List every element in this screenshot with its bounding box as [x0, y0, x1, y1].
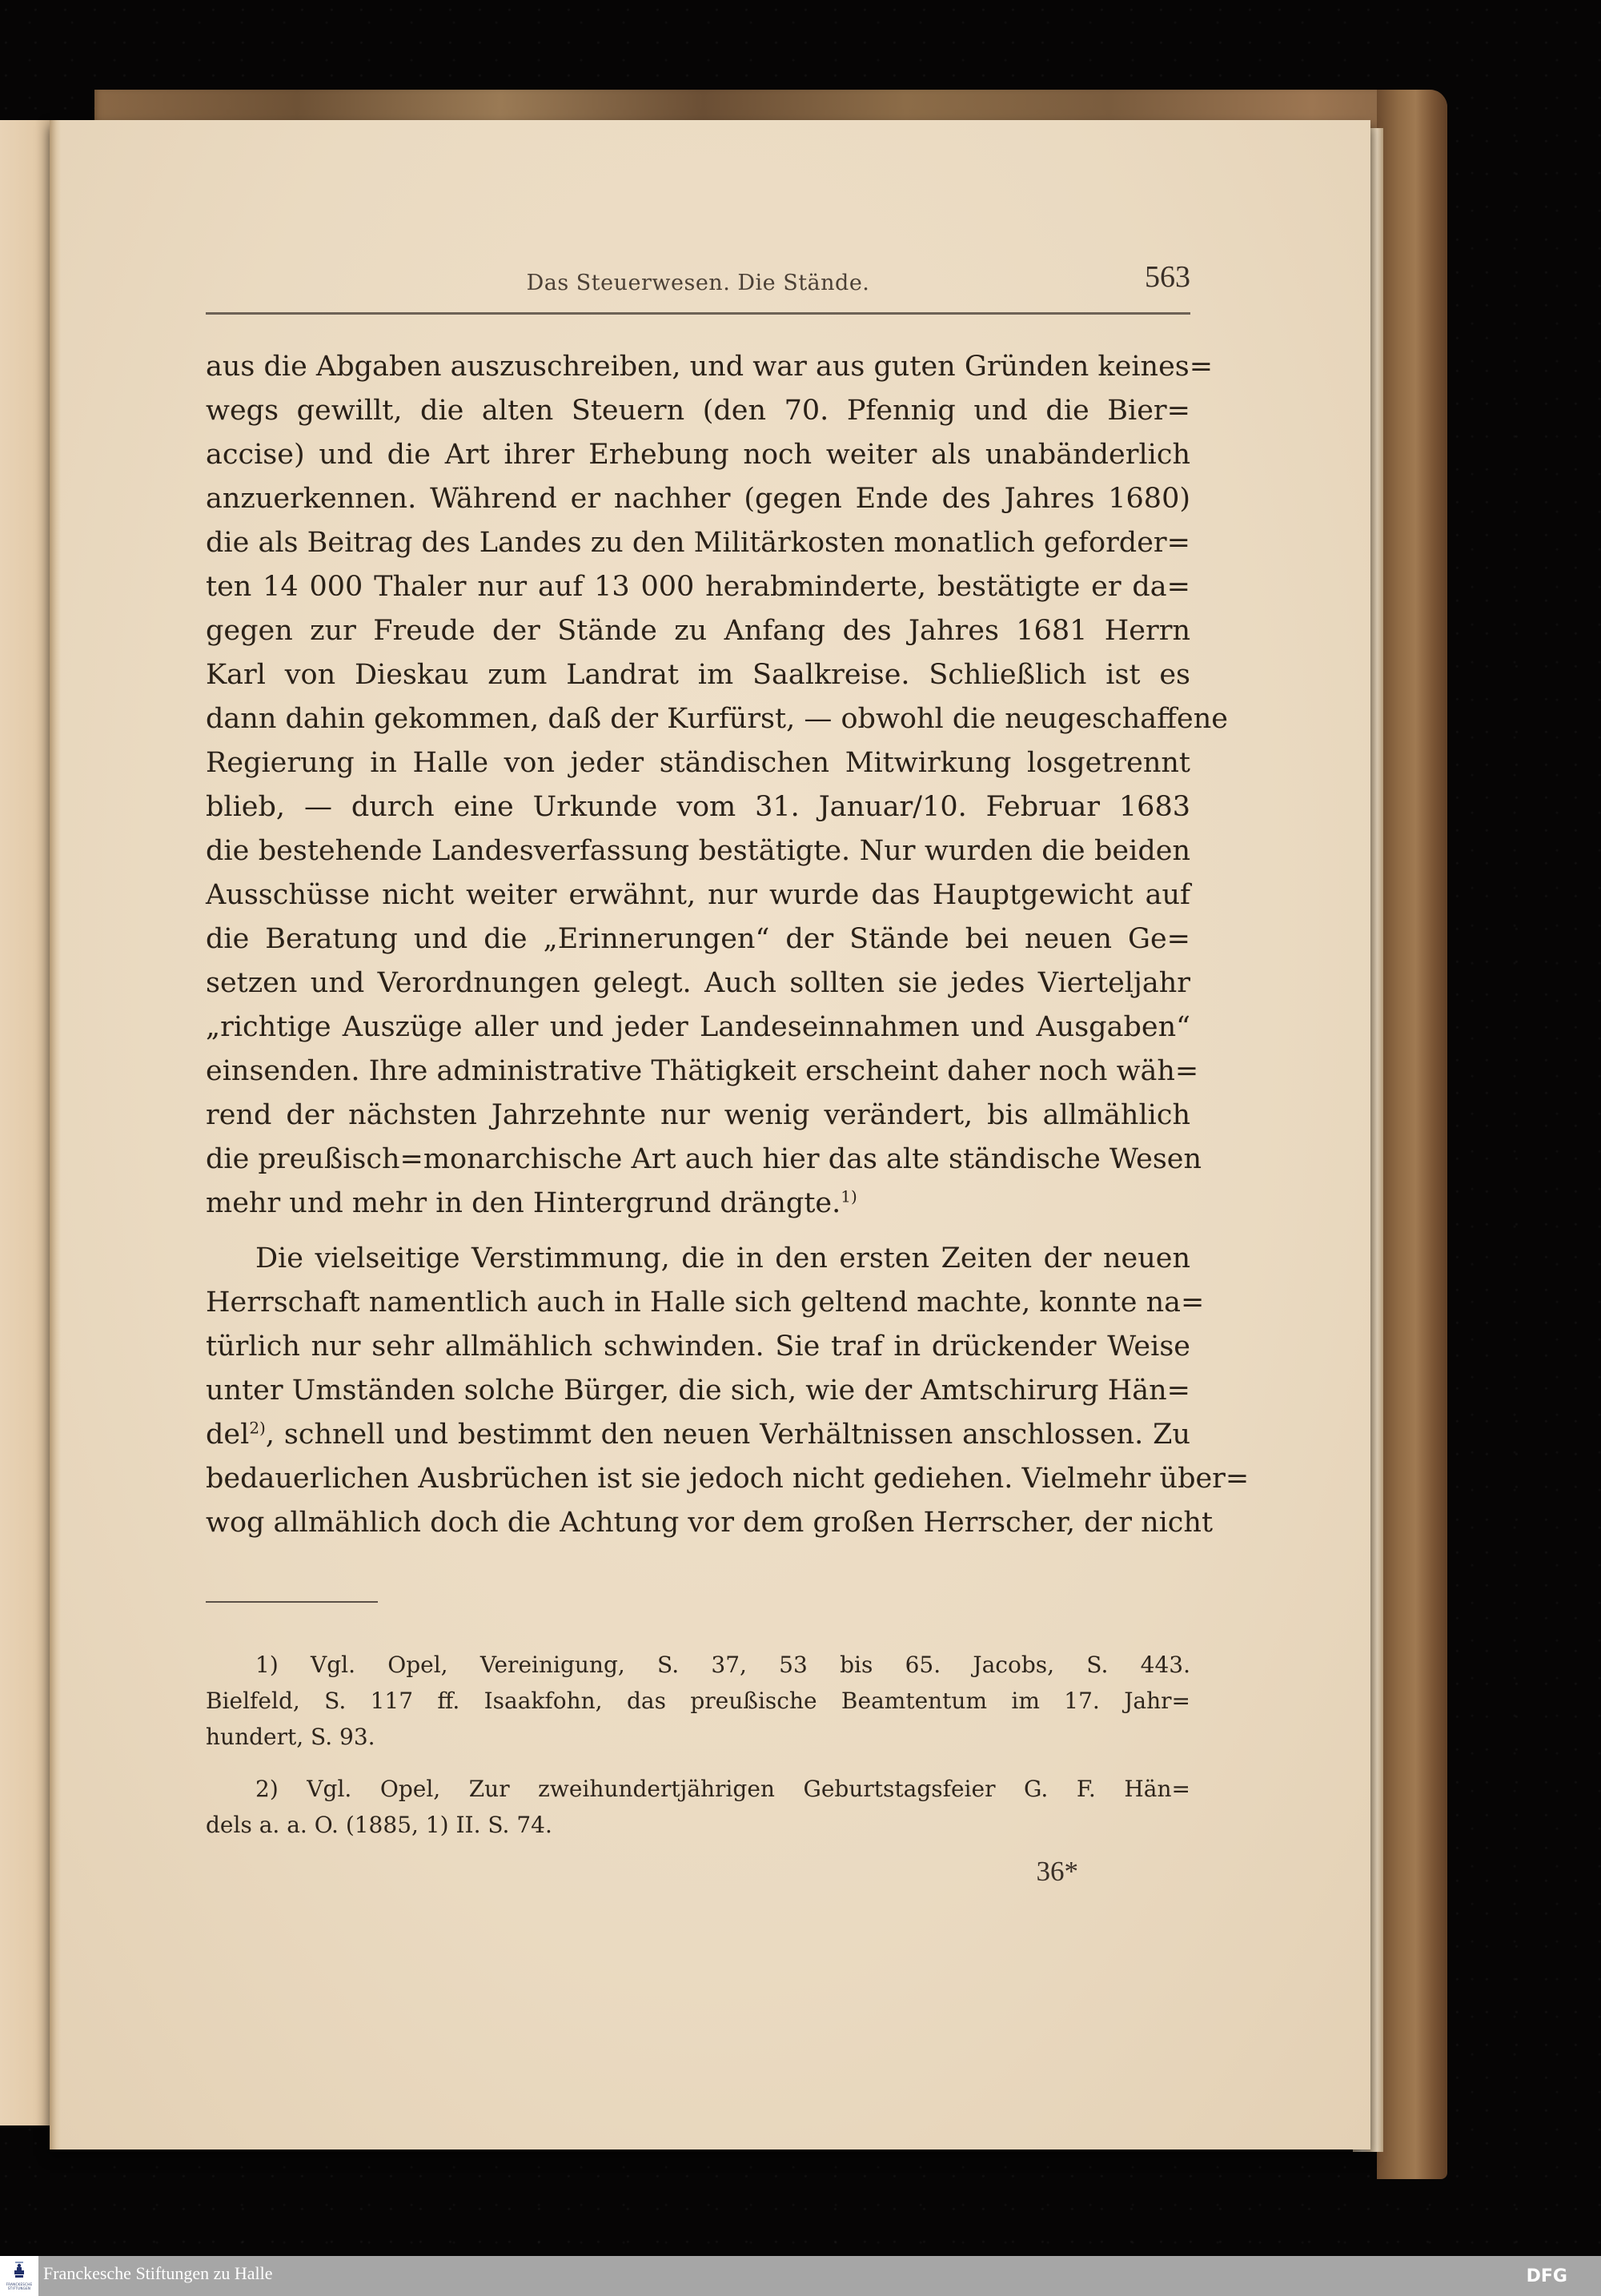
text-line: Ausschüsse nicht weiter erwähnt, nur wurde das Hauptgewicht auf	[206, 879, 1190, 911]
footnote-line: dels a. a. O. (1885, 1) II. S. 74.	[206, 1812, 552, 1838]
footnote-1	[206, 1647, 1190, 1755]
text-line: Karl von Dieskau zum Landrat im Saalkreise. Schließlich ist es	[206, 659, 1190, 691]
footnote-line: hundert, S. 93.	[206, 1724, 375, 1750]
text-line: anzuerkennen. Während er nachher (gegen Ende des Jahres 1680)	[206, 483, 1190, 515]
text-line: rend der nächsten Jahrzehnte nur wenig verändert, bis allmählich	[206, 1099, 1190, 1131]
text-line: aus die Abgaben auszuschreiben, und war aus guten Gründen keines=	[206, 351, 1214, 383]
text-line: die bestehende Landesverfassung bestätigte. Nur wurden die beiden	[206, 835, 1190, 867]
text-line: Die vielseitige Verstimmung, die in den ersten Zeiten der neuen	[255, 1242, 1190, 1274]
left-page-edge	[0, 120, 50, 2125]
text-line: setzen und Verordnungen gelegt. Auch sollten sie jedes Vierteljahr	[206, 967, 1190, 999]
footnote-gap	[206, 1755, 1190, 1771]
page-number: 563	[1145, 260, 1190, 294]
footnote-line: Bielfeld, S. 117 ff. Isaakfohn, das preußische Beamtentum im 17. Jahr=	[206, 1688, 1190, 1714]
signature-mark: 36*	[1036, 1856, 1078, 1887]
text-line: die Beratung und die „Erinnerungen“ der Stände bei neuen Ge=	[206, 923, 1190, 955]
text-line-content: , schnell und bestimmt den neuen Verhältnissen anschlossen. Zu	[265, 1419, 1190, 1451]
footnote-2	[206, 1771, 1190, 1843]
running-title: Das Steuerwesen. Die Stände.	[526, 271, 870, 295]
text-line: die als Beitrag des Landes zu den Militärkosten monatlich geforder=	[206, 527, 1190, 559]
text-line: türlich nur sehr allmählich schwinden. Sie traf in drückender Weise	[206, 1331, 1190, 1363]
text-line: blieb, — durch eine Urkunde vom 31. Januar/10. Februar 1683	[206, 791, 1190, 823]
running-head	[206, 260, 1190, 315]
footnote-ref-1[interactable]: 1)	[841, 1186, 857, 1206]
paragraph-2	[206, 1237, 1250, 1545]
francke-statue-icon	[14, 2261, 25, 2278]
text-line-content: del	[206, 1419, 250, 1451]
footnote-rule	[206, 1601, 378, 1603]
paragraph-1	[206, 345, 1228, 1226]
text-line: Regierung in Halle von jeder ständischen Mitwirkung losgetrennt	[206, 747, 1190, 779]
text-line-content: mehr und mehr in den Hintergrund drängte.	[206, 1187, 841, 1219]
footnotes	[206, 1647, 1190, 1843]
text-line	[206, 1182, 1190, 1226]
viewer-footer-bar	[0, 2256, 1601, 2296]
text-line: einsenden. Ihre administrative Thätigkeit erscheint daher noch wäh=	[206, 1055, 1199, 1087]
footnote-line: 2) Vgl. Opel, Zur zweihundertjährigen Geburtstagsfeier G. F. Hän=	[255, 1776, 1190, 1802]
institution-name: Franckesche Stiftungen zu Halle	[43, 2263, 273, 2283]
page-gutter	[50, 120, 61, 2149]
text-line: unter Umständen solche Bürger, die sich, wie der Amtschirurg Hän=	[206, 1375, 1190, 1407]
text-line: dann dahin gekommen, daß der Kurfürst, — obwohl die neugeschaffene	[206, 703, 1228, 735]
book-page	[50, 120, 1370, 2149]
text-line: wegs gewillt, die alten Steuern (den 70. Pfennig und die Bier=	[206, 395, 1190, 427]
institution-logo[interactable]	[0, 2256, 38, 2296]
dfg-logo[interactable]: DFG	[1526, 2266, 1567, 2286]
footnote-ref-2[interactable]: 2)	[249, 1418, 266, 1438]
text-line: die preußisch=monarchische Art auch hier das alte ständische Wesen	[206, 1143, 1202, 1175]
body-text	[206, 345, 1250, 1545]
book-cover-right-edge	[1377, 90, 1447, 2179]
text-line: gegen zur Freude der Stände zu Anfang des Jahres 1681 Herrn	[206, 615, 1190, 647]
paragraph-gap	[206, 1226, 1190, 1237]
text-line: „richtige Auszüge aller und jeder Landeseinnahmen und Ausgaben“	[206, 1011, 1190, 1043]
text-line: ten 14 000 Thaler nur auf 13 000 herabminderte, bestätigte er da=	[206, 571, 1190, 603]
text-line: accise) und die Art ihrer Erhebung noch weiter als unabänderlich	[206, 439, 1190, 471]
footnote-line: 1) Vgl. Opel, Vereinigung, S. 37, 53 bis 65. Jacobs, S. 443.	[255, 1652, 1190, 1678]
text-line	[206, 1413, 1190, 1457]
logo-caption: FRANCKESCHE STIFTUNGEN	[6, 2282, 33, 2290]
text-line: Herrschaft namentlich auch in Halle sich geltend machte, konnte na=	[206, 1286, 1205, 1319]
text-line: wog allmählich doch die Achtung vor dem großen Herrscher, der nicht	[206, 1507, 1214, 1539]
text-block	[206, 260, 1250, 1888]
text-line: bedauerlichen Ausbrüchen ist sie jedoch nicht gediehen. Vielmehr über=	[206, 1463, 1250, 1495]
